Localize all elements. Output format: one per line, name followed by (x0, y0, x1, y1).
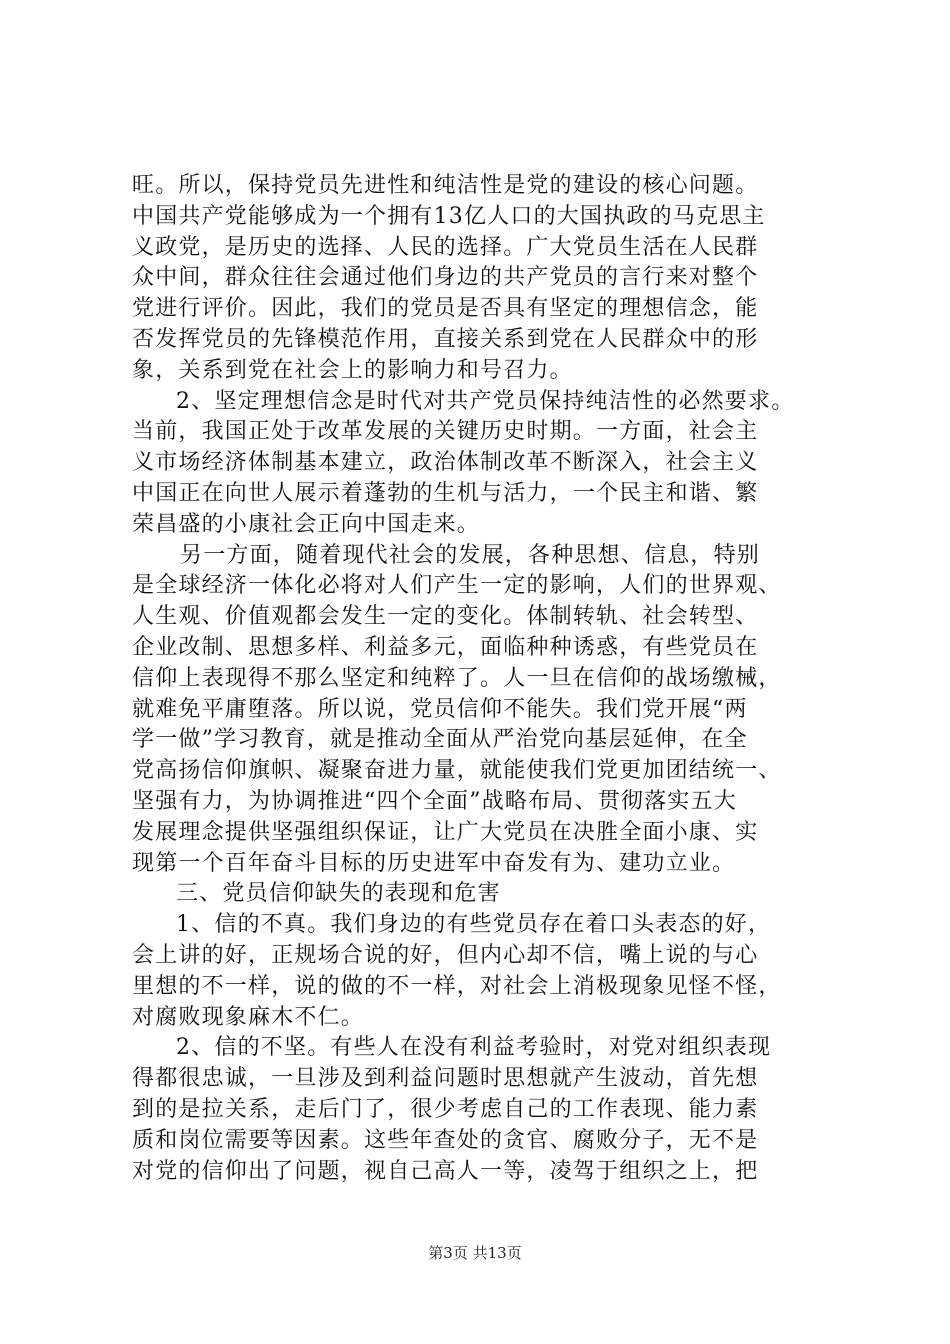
text-line: 荣昌盛的小康社会正向中国走来。 (132, 511, 481, 537)
text-line: 义市场经济体制基本建立，政治体制改革不断深入，社会主义 (132, 450, 759, 476)
text-line: 会上讲的好，正规场合说的好，但内心却不信，嘴上说的与心 (132, 942, 759, 968)
text-line: 质和岗位需要等因素。这些年查处的贪官、腐败分子，无不是 (132, 1127, 759, 1153)
text-line: 人生观、价值观都会发生一定的变化。体制转轨、社会转型、 (132, 604, 759, 630)
text-line: 党高扬信仰旗帜、凝聚奋进力量，就能使我们党更加团结统一、 (132, 758, 782, 784)
text-line: 中国共产党能够成为一个拥有13亿人口的大国执政的马克思主 (132, 203, 766, 229)
text-line: 否发挥党员的先锋模范作用，直接关系到党在人民群众中的形 (132, 326, 759, 352)
text-line: 义政党，是历史的选择、人民的选择。广大党员生活在人民群 (132, 234, 759, 260)
paragraph-start-line: 另一方面，随着现代社会的发展，各种思想、信息，特别 (180, 542, 761, 568)
paragraph-start-line: 2、坚定理想信念是时代对共产党员保持纯洁性的必然要求。 (176, 388, 795, 414)
text-line: 就难免平庸堕落。所以说，党员信仰不能失。我们党开展“两 (132, 696, 748, 722)
document-body (132, 171, 832, 1187)
text-line: 现第一个百年奋斗目标的历史进军中奋发有为、建功立业。 (132, 850, 736, 876)
text-line: 信仰上表现得不那么坚定和纯粹了。人一旦在信仰的战场缴械， (132, 665, 782, 691)
text-line: 象，关系到党在社会上的影响力和号召力。 (132, 357, 573, 383)
text-line: 企业改制、思想多样、利益多元，面临种种诱惑，有些党员在 (132, 634, 759, 660)
paragraph-start-line: 2、信的不坚。有些人在没有利益考验时，对党对组织表现 (176, 1035, 772, 1061)
text-line: 对党的信仰出了问题，视自己高人一等，凌驾于组织之上，把 (132, 1158, 759, 1184)
text-line: 得都很忠诚，一旦涉及到利益问题时思想就产生波动，首先想 (132, 1066, 759, 1092)
text-line: 是全球经济一体化必将对人们产生一定的影响，人们的世界观、 (132, 573, 782, 599)
text-line: 里想的不一样，说的做的不一样，对社会上消极现象见怪不怪， (132, 973, 782, 999)
text-line: 学一做”学习教育，就是推动全面从严治党向基层延伸，在全 (132, 727, 748, 753)
text-line: 中国正在向世人展示着蓬勃的生机与活力，一个民主和谐、繁 (132, 480, 759, 506)
section-heading: 三、党员信仰缺失的表现和危害 (176, 881, 501, 907)
text-line: 党进行评价。因此，我们的党员是否具有坚定的理想信念，能 (132, 296, 759, 322)
paragraph-start-line: 1、信的不真。我们身边的有些党员存在着口头表态的好， (176, 912, 772, 938)
page-number-footer: 第3页 共13页 (428, 1244, 522, 1262)
text-line: 当前，我国正处于改革发展的关键历史时期。一方面，社会主 (132, 419, 759, 445)
text-line: 发展理念提供坚强组织保证，让广大党员在决胜全面小康、实 (132, 819, 759, 845)
text-line: 众中间，群众往往会通过他们身边的共产党员的言行来对整个 (132, 265, 759, 291)
text-line: 到的是拉关系，走后门了，很少考虑自己的工作表现、能力素 (132, 1096, 759, 1122)
text-line: 旺。所以，保持党员先进性和纯洁性是党的建设的核心问题。 (132, 173, 759, 198)
text-line: 坚强有力，为协调推进“四个全面”战略布局、贯彻落实五大 (132, 788, 737, 814)
text-line: 对腐败现象麻木不仁。 (132, 1004, 365, 1030)
